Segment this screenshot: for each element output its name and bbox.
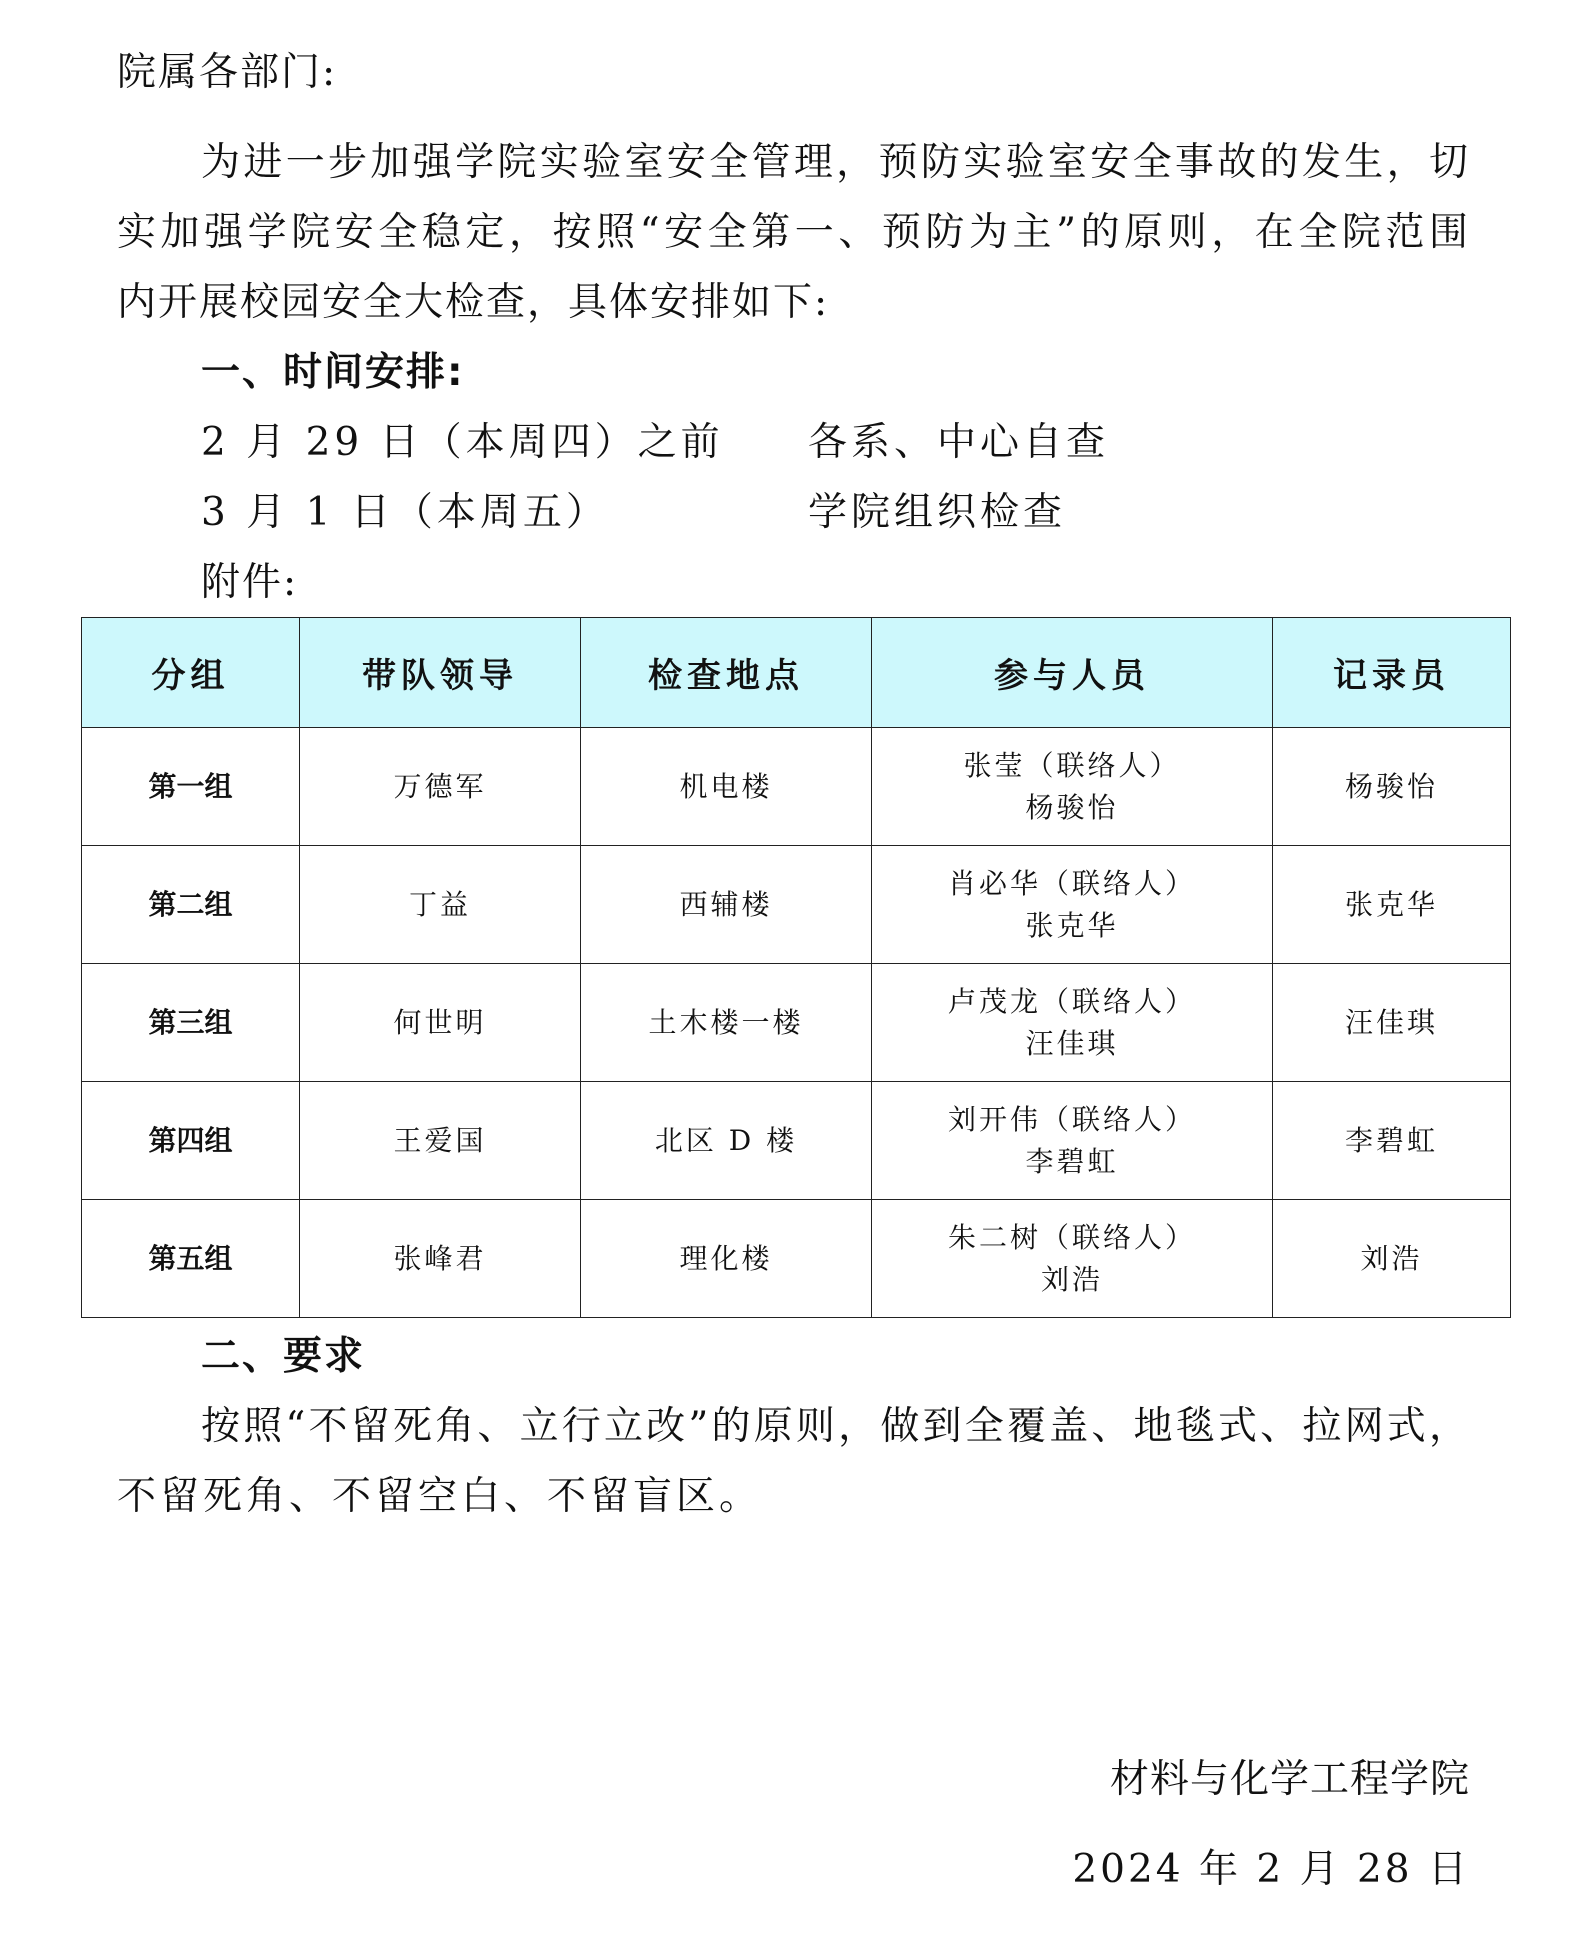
requirement-line-2: 不留死角、不留空白、不留盲区。 xyxy=(117,1474,763,1519)
group-cell: 第三组 xyxy=(82,964,300,1082)
participant-contact: 朱二树（联络人） xyxy=(947,1220,1196,1254)
participant-other: 李碧虹 xyxy=(1025,1144,1119,1178)
leader-cell: 王爱国 xyxy=(300,1082,581,1200)
requirement-line-1: 按照“不留死角、立行立改”的原则，做到全覆盖、地毯式、拉网式， xyxy=(201,1404,1469,1449)
table-row xyxy=(82,1082,1511,1200)
inspection-roster-table xyxy=(81,617,1511,1318)
schedule-task-1: 各系、中心自查 xyxy=(808,420,1110,465)
header-recorder: 记录员 xyxy=(1273,618,1511,728)
participant-other: 张克华 xyxy=(1025,908,1119,942)
leader-cell: 张峰君 xyxy=(300,1200,581,1318)
schedule-date-1: 2 月 29 日（本周四）之前 xyxy=(201,420,724,465)
recorder-cell: 汪佳琪 xyxy=(1273,964,1511,1082)
schedule-date-2: 3 月 1 日（本周五） xyxy=(201,490,609,535)
participant-other: 刘浩 xyxy=(1040,1262,1103,1296)
location-cell: 北区 D 楼 xyxy=(581,1082,872,1200)
intro-line-1: 为进一步加强学院实验室安全管理，预防实验室安全事故的发生，切 xyxy=(201,140,1469,185)
table-row xyxy=(82,1200,1511,1318)
location-cell: 土木楼一楼 xyxy=(581,964,872,1082)
section-time-title: 一、时间安排: xyxy=(201,350,465,395)
participant-contact: 张莹（联络人） xyxy=(963,748,1181,782)
participant-contact: 刘开伟（联络人） xyxy=(947,1102,1196,1136)
location-cell: 西辅楼 xyxy=(581,846,872,964)
recorder-cell: 李碧虹 xyxy=(1273,1082,1511,1200)
participants-cell xyxy=(872,728,1273,846)
leader-cell: 丁益 xyxy=(300,846,581,964)
participants-cell xyxy=(872,1200,1273,1318)
participant-contact: 肖必华（联络人） xyxy=(947,866,1196,900)
signature-date: 2024 年 2 月 28 日 xyxy=(1072,1847,1470,1892)
participants-cell xyxy=(872,846,1273,964)
table-row xyxy=(82,846,1511,964)
header-group: 分组 xyxy=(82,618,300,728)
recorder-cell: 张克华 xyxy=(1273,846,1511,964)
table-header-row xyxy=(82,618,1511,728)
group-cell: 第一组 xyxy=(82,728,300,846)
attachment-label: 附件: xyxy=(201,560,299,605)
intro-line-3: 内开展校园安全大检查，具体安排如下: xyxy=(117,280,830,325)
participants-cell xyxy=(872,964,1273,1082)
location-cell: 理化楼 xyxy=(581,1200,872,1318)
group-cell: 第四组 xyxy=(82,1082,300,1200)
leader-cell: 何世明 xyxy=(300,964,581,1082)
header-leader: 带队领导 xyxy=(300,618,581,728)
group-cell: 第五组 xyxy=(82,1200,300,1318)
recorder-cell: 杨骏怡 xyxy=(1273,728,1511,846)
signature-institution: 材料与化学工程学院 xyxy=(1109,1757,1470,1802)
recorder-cell: 刘浩 xyxy=(1273,1200,1511,1318)
header-location: 检查地点 xyxy=(581,618,872,728)
location-cell: 机电楼 xyxy=(581,728,872,846)
table-row xyxy=(82,964,1511,1082)
schedule-task-2: 学院组织检查 xyxy=(808,490,1067,535)
table-row xyxy=(82,728,1511,846)
participant-contact: 卢茂龙（联络人） xyxy=(947,984,1196,1018)
salutation: 院属各部门: xyxy=(117,50,338,95)
header-participants: 参与人员 xyxy=(872,618,1273,728)
leader-cell: 万德军 xyxy=(300,728,581,846)
participant-other: 杨骏怡 xyxy=(1025,790,1119,824)
group-cell: 第二组 xyxy=(82,846,300,964)
section-requirements-title: 二、要求 xyxy=(201,1334,366,1379)
participant-other: 汪佳琪 xyxy=(1025,1026,1119,1060)
participants-cell xyxy=(872,1082,1273,1200)
intro-line-2: 实加强学院安全稳定，按照“安全第一、预防为主”的原则，在全院范围 xyxy=(117,210,1469,255)
